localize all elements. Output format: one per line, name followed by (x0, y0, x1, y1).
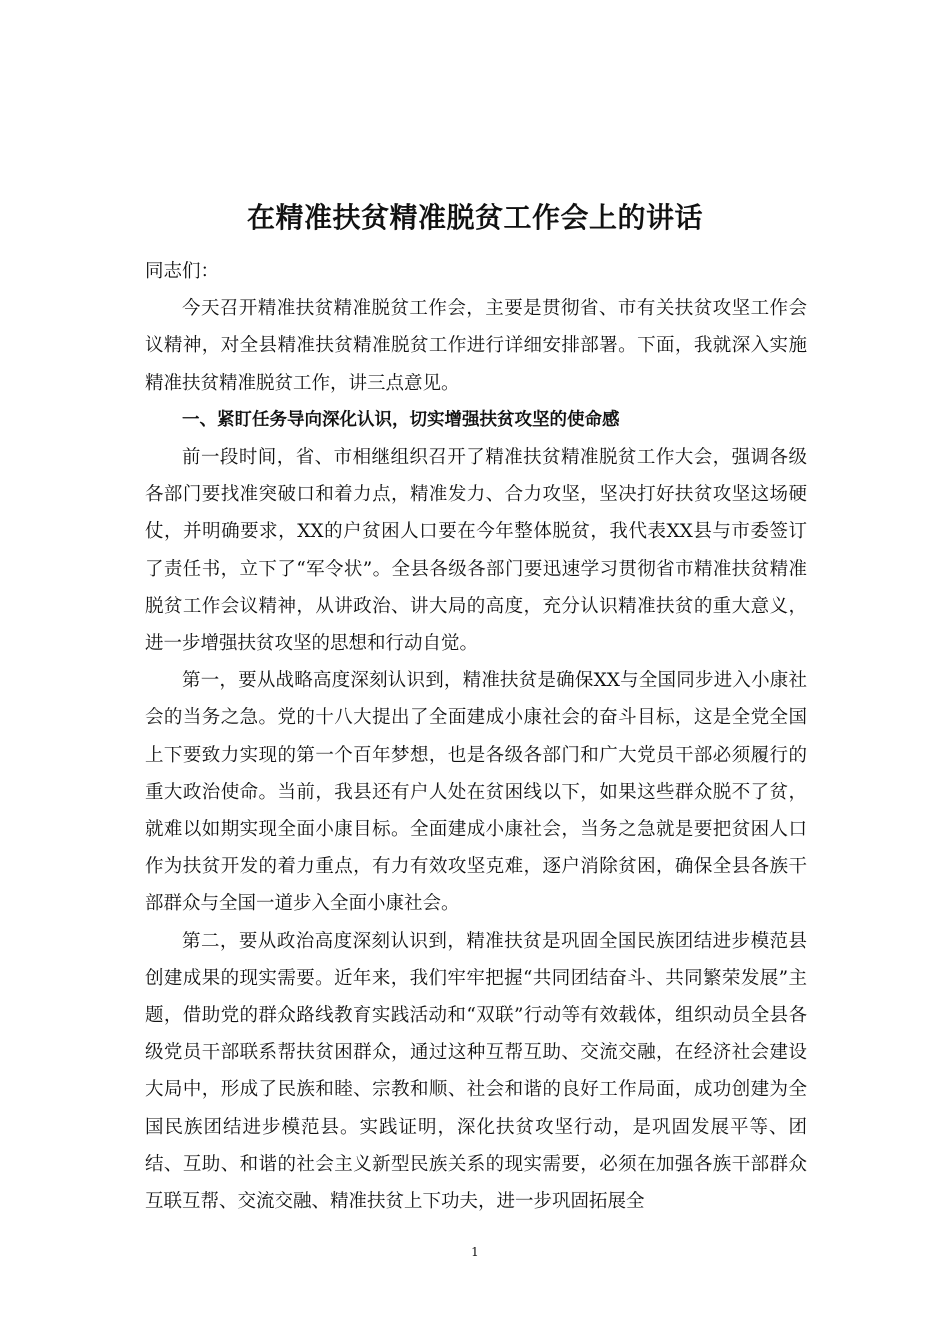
paragraph-point-1: 第一，要从战略高度深刻认识到，精准扶贫是确保XX与全国同步进入小康社会的当务之急。党的十八大提出了全面建成小康社会的奋斗目标，这是全党全国上下要致力实现的第一个百年梦想，也是各级各部门和广大党员干部必须履行的重大政治使命。当前，我县还有户人处在贫困线以下，如果这些群众脱不了贫，就难以如期实现全面小康目标。全面建成小康社会，当务之急就是要把贫困人口作为扶贫开发的着力重点，有力有效攻坚克难，逐户消除贫困，确保全县各族干部群众与全国一道步入全面小康社会。 (145, 670, 807, 915)
document-title: 在精准扶贫精准脱贫工作会上的讲话 (246, 201, 703, 234)
document-body (145, 253, 807, 1220)
section-heading-1: 一、紧盯任务导向深化认识，切实增强扶贫攻坚的使命感 (182, 409, 620, 430)
paragraph-intro: 今天召开精准扶贫精准脱贫工作会，主要是贯彻省、市有关扶贫攻坚工作会议精神，对全县精准扶贫精准脱贫工作进行详细安排部署。下面，我就深入实施精准扶贫精准脱贫工作，讲三点意见。 (145, 298, 807, 394)
paragraph-background: 前一段时间，省、市相继组织召开了精准扶贫精准脱贫工作大会，强调各级各部门要找准突破口和着力点，精准发力、合力攻坚，坚决打好扶贫攻坚这场硬仗，并明确要求，XX的户贫困人口要在今年整体脱贫，我代表XX县与市委签订了责任书，立下了“军令状”。全县各级各部门要迅速学习贯彻省市精准扶贫精准脱贫工作会议精神，从讲政治、讲大局的高度，充分认识精准扶贫的重大意义，进一步增强扶贫攻坚的思想和行动自觉。 (145, 447, 807, 655)
salutation: 同志们： (145, 261, 220, 282)
paragraph-point-2: 第二，要从政治高度深刻认识到，精准扶贫是巩固全国民族团结进步模范县创建成果的现实需要。近年来，我们牢牢把握“共同团结奋斗、共同繁荣发展”主题，借助党的群众路线教育实践活动和“双联”行动等有效载体，组织动员全县各级党员干部联系帮扶贫困群众，通过这种互帮互助、交流交融，在经济社会建设大局中，形成了民族和睦、宗教和顺、社会和谐的良好工作局面，成功创建为全国民族团结进步模范县。实践证明，深化扶贫攻坚行动，是巩固发展平等、团结、互助、和谐的社会主义新型民族关系的现实需要，必须在加强各族干部群众互联互帮、交流交融、精准扶贫上下功夫，进一步巩固拓展全 (145, 930, 807, 1213)
page-number: 1 (471, 1245, 479, 1259)
